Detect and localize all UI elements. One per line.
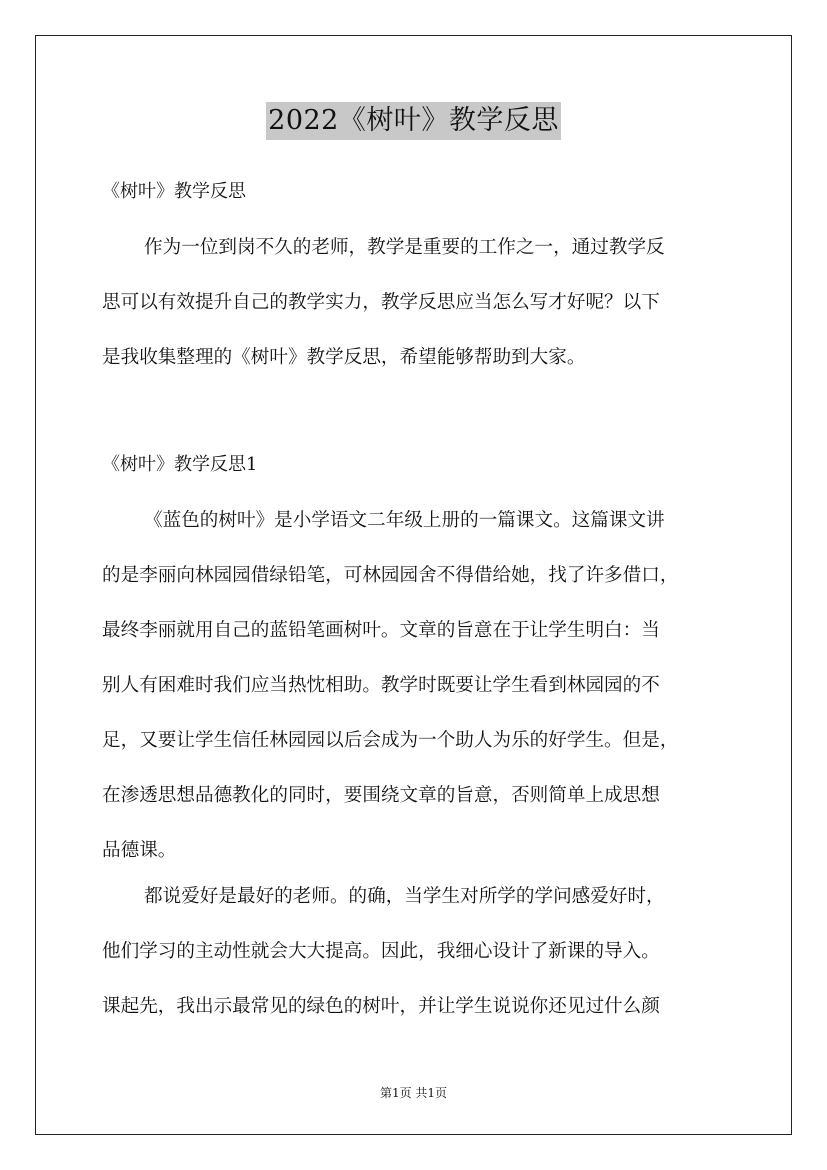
paragraph-line: 他们学习的主动性就会大大提高。因此，我细心设计了新课的导入。 (102, 941, 660, 962)
document-title: 2022《树叶》教学反思 (266, 102, 561, 140)
paragraph-line: 思可以有效提升自己的教学实力，教学反思应当怎么写才好呢？以下 (102, 292, 660, 313)
body-paragraph-1 (102, 501, 722, 886)
paragraph-line: 作为一位到岗不久的老师，教学是重要的工作之一，通过教学反 (144, 237, 665, 258)
paragraph-line: 在渗透思想品德教化的同时，要围绕文章的旨意，否则简单上成思想 (102, 785, 660, 806)
intro-paragraph (102, 228, 722, 393)
paragraph-line: 的是李丽向林园园借绿铅笔，可林园园舍不得借给她，找了许多借口， (102, 565, 679, 586)
body-paragraph-2 (102, 877, 722, 1042)
paragraph-line: 都说爱好是最好的老师。的确，当学生对所学的学问感爱好时， (144, 886, 665, 907)
title-container (0, 102, 827, 140)
paragraph-line: 《蓝色的树叶》是小学语文二年级上册的一篇课文。这篇课文讲 (144, 510, 665, 531)
paragraph-line: 是我收集整理的《树叶》教学反思，希望能够帮助到大家。 (102, 347, 586, 368)
paragraph-line: 别人有困难时我们应当热忱相助。教学时既要让学生看到林园园的不 (102, 675, 660, 696)
paragraph-line: 品德课。 (102, 840, 177, 861)
subtitle: 《树叶》教学反思 (102, 181, 246, 202)
page-footer: 第1页 共1页 (379, 1086, 448, 1100)
paragraph-line: 课起先，我出示最常见的绿色的树叶，并让学生说说你还见过什么颜 (102, 996, 660, 1017)
paragraph-line: 足，又要让学生信任林园园以后会成为一个助人为乐的好学生。但是， (102, 730, 679, 751)
paragraph-line: 最终李丽就用自己的蓝铅笔画树叶。文章的旨意在于让学生明白：当 (102, 620, 660, 641)
section-heading: 《树叶》教学反思1 (102, 454, 258, 475)
